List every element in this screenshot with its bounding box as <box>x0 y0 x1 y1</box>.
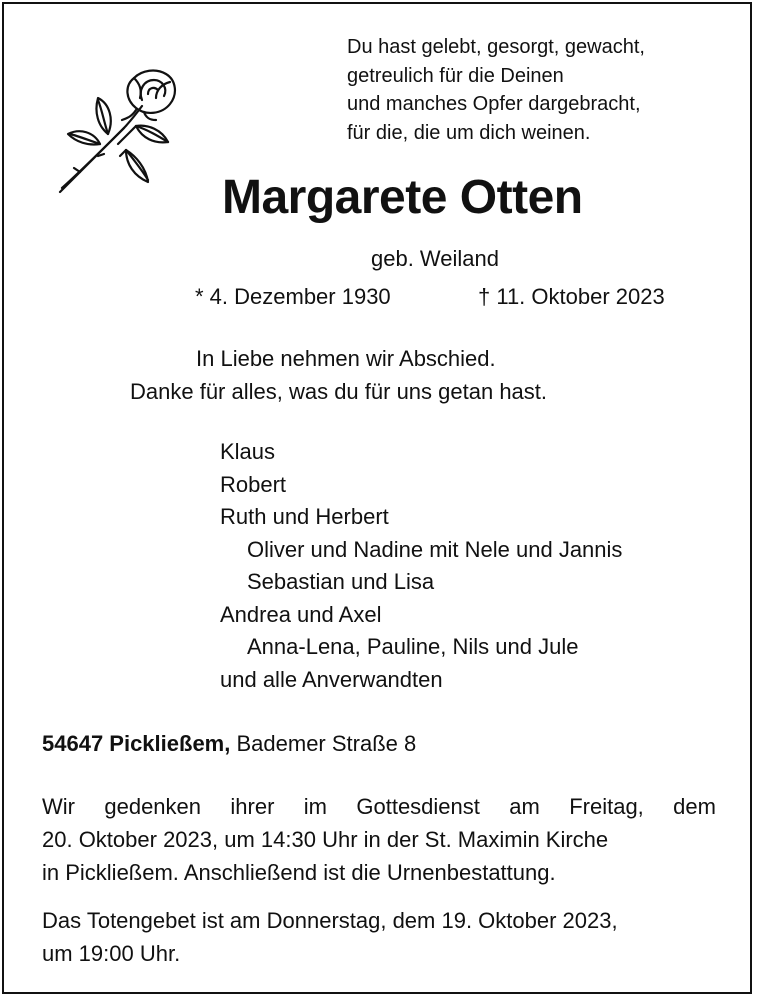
poem-line: getreulich für die Deinen <box>347 64 564 87</box>
mourner: Klaus <box>220 439 276 464</box>
service-line <box>42 790 716 823</box>
farewell-line: Danke für alles, was du für uns getan hast. <box>130 379 548 404</box>
poem-line: für die, die um dich weinen. <box>347 121 591 144</box>
death-date: † 11. Oktober 2023 <box>478 284 665 309</box>
mourners-list <box>220 436 622 696</box>
service-word: gedenken <box>104 794 202 819</box>
poem-line: Du hast gelebt, gesorgt, gewacht, <box>347 36 645 58</box>
service-word: Wir <box>42 794 75 819</box>
deceased-name: Margarete Otten <box>222 171 583 224</box>
service-word: am <box>509 794 540 819</box>
mourner: und alle Anverwandten <box>220 666 443 692</box>
mourner: Ruth und Herbert <box>220 504 389 529</box>
mourner: Robert <box>220 471 287 497</box>
service-line: in Pickließem. Anschließend ist die Urnenbestattung. <box>42 860 556 885</box>
service-word: im <box>303 794 327 819</box>
mourner: Oliver und Nadine mit Nele und Jannis <box>247 536 623 562</box>
service-word: ihrer <box>230 794 275 819</box>
prayer-line: um 19:00 Uhr. <box>42 941 181 966</box>
service-word: Gottesdienst <box>356 794 480 819</box>
farewell-line: In Liebe nehmen wir Abschied. <box>196 346 496 371</box>
mourner: Sebastian und Lisa <box>247 569 435 594</box>
birth-date: * 4. Dezember 1930 <box>195 284 391 309</box>
mourner: Anna-Lena, Pauline, Nils und Jule <box>247 634 579 659</box>
birth-name: geb. Weiland <box>371 246 500 271</box>
service-word: dem <box>673 794 716 819</box>
address <box>42 731 416 757</box>
service-info <box>42 790 716 889</box>
rose-icon <box>52 60 182 200</box>
poem <box>347 33 645 147</box>
mourner: Andrea und Axel <box>220 601 382 627</box>
prayer-line: Das Totengebet ist am Donnerstag, dem 19. Oktober 2023, <box>42 908 618 933</box>
prayer-info <box>42 904 618 970</box>
service-line: 20. Oktober 2023, um 14:30 Uhr in der St. Maximin Kirche <box>42 827 609 852</box>
service-word: Freitag, <box>569 794 644 819</box>
poem-line: und manches Opfer dargebracht, <box>347 93 641 115</box>
address-city: 54647 Pickließem, <box>42 731 231 756</box>
address-street: Bademer Straße 8 <box>236 731 417 756</box>
